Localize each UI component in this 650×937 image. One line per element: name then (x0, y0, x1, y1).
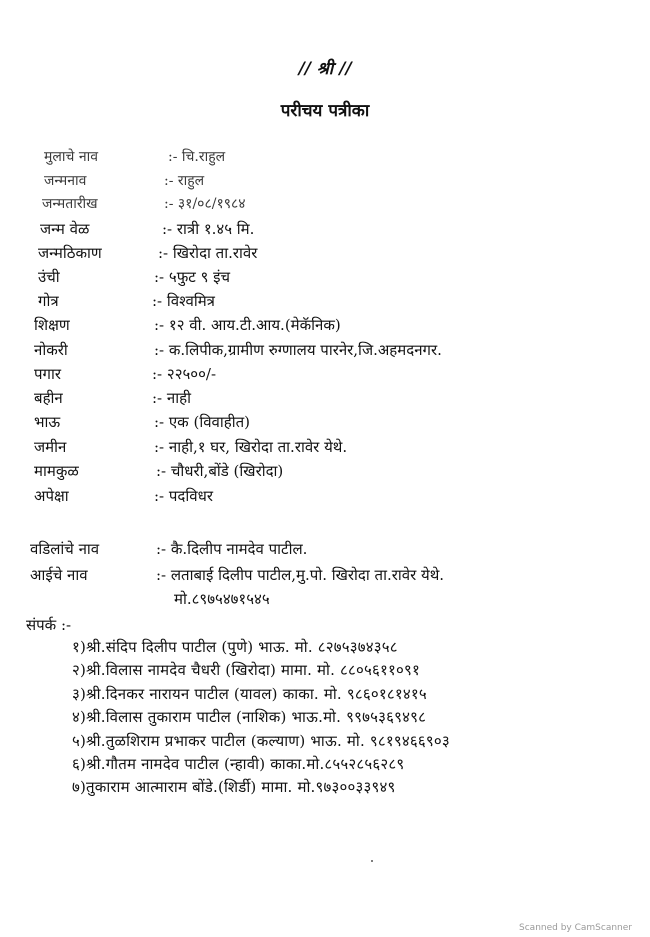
field-label: उंची (38, 268, 60, 286)
field-value: :- राहुल (164, 173, 205, 189)
field-label: गोत्र (38, 292, 59, 310)
field-value: :- चौधरी,बोंडे (खिरोदा) (156, 462, 284, 480)
field-label: अपेक्षा (34, 487, 69, 505)
field-row (34, 339, 634, 361)
field-row (44, 170, 604, 192)
contact-item: ७)तुकाराम आत्माराम बोंडे.(शिर्डी) मामा. मो.९७३००३३९४९ (72, 778, 396, 797)
father-row (30, 538, 630, 560)
scanner-watermark: Scanned by CamScanner (519, 923, 632, 933)
contacts-list (72, 636, 642, 800)
field-value: :- १२ वी. आय.टी.आय.(मेकॅनिक) (154, 316, 341, 334)
field-label: वडिलांचे नाव (30, 540, 100, 558)
field-value: :- २२५००/- (152, 365, 217, 383)
field-value: :- एक (विवाहीत) (154, 413, 251, 431)
field-row (44, 146, 604, 168)
field-value: :- कै.दिलीप नामदेव पाटील. (156, 540, 308, 558)
contact-item: १)श्री.संदिप दिलीप पाटील (पुणे) भाऊ. मो. ८२७५३७४३५८ (72, 638, 398, 656)
field-label: जन्मतारीख (42, 196, 98, 212)
field-value: :- क.लिपीक,ग्रामीण रुग्णालय पारनेर,जि.अहमदनगर. (154, 341, 442, 359)
field-label: शिक्षण (34, 316, 70, 334)
field-label: नोकरी (34, 341, 68, 359)
field-value: :- नाही (152, 389, 191, 407)
field-value: :- खिरोदा ता.रावेर (158, 244, 258, 262)
field-row (34, 387, 594, 409)
field-label: भाऊ (34, 413, 61, 431)
field-row (38, 242, 598, 264)
field-label: पगार (34, 365, 61, 383)
field-label: जन्मनाव (44, 173, 87, 189)
field-row (34, 363, 594, 385)
field-row (40, 218, 600, 240)
field-label: मामकुळ (34, 462, 79, 480)
field-label: जमीन (34, 438, 67, 456)
field-row (42, 193, 602, 215)
contact-item: ५)श्री.तुळशिराम प्रभाकर पाटील (कल्याण) भाऊ. मो. ९८१९४६६९०३ (72, 731, 450, 750)
mother-row (30, 564, 640, 586)
field-value: :- नाही,१ घर, खिरोदा ता.रावेर येथे. (154, 438, 348, 456)
field-value: :- चि.राहुल (168, 149, 226, 165)
field-row (34, 460, 594, 482)
field-row (34, 436, 614, 458)
field-row (38, 290, 598, 312)
field-row (34, 411, 594, 433)
field-value: :- लताबाई दिलीप पाटील,मु.पो. खिरोदा ता.रावेर येथे. (156, 566, 445, 584)
contact-item: ३)श्री.दिनकर नारायन पाटील (यावल) काका. मो. ९८६०१८१४१५ (72, 684, 427, 703)
field-value: :- ५फुट ९ इंच (154, 268, 231, 286)
field-row (34, 314, 614, 336)
contact-item: २)श्री.विलास नामदेव चैधरी (खिरोदा) मामा. मो. ८८०५६११०९१ (72, 661, 421, 680)
parent-mobile: मो.८९७५४७१५४५ (174, 590, 270, 608)
document-title: परीचय पत्रीका (280, 101, 370, 121)
contacts-heading: संपर्क :- (26, 616, 72, 634)
field-value: :- ३१/०८/१९८४ (164, 196, 246, 212)
header-mark: // श्री // (298, 59, 352, 79)
field-value: :- पदविधर (154, 487, 213, 505)
field-label: जन्मठिकाण (38, 244, 102, 262)
field-label: जन्म वेळ (40, 220, 90, 238)
field-value: :- विश्वमित्र (152, 292, 215, 310)
scan-speck (371, 860, 373, 862)
field-value: :- रात्री १.४५ मि. (162, 220, 255, 238)
field-label: मुलाचे नाव (44, 149, 99, 165)
field-row (38, 266, 598, 288)
field-label: बहीन (34, 389, 63, 407)
contact-item: ४)श्री.विलास तुकाराम पाटील (नाशिक) भाऊ.मो. ९९७५३६९४९८ (72, 708, 427, 727)
field-row (34, 485, 594, 507)
field-label: आईचे नाव (30, 566, 88, 584)
contact-item: ६)श्री.गौतम नामदेव पाटील (न्हावी) काका.मो.८५५२८५६२८९ (72, 754, 405, 773)
